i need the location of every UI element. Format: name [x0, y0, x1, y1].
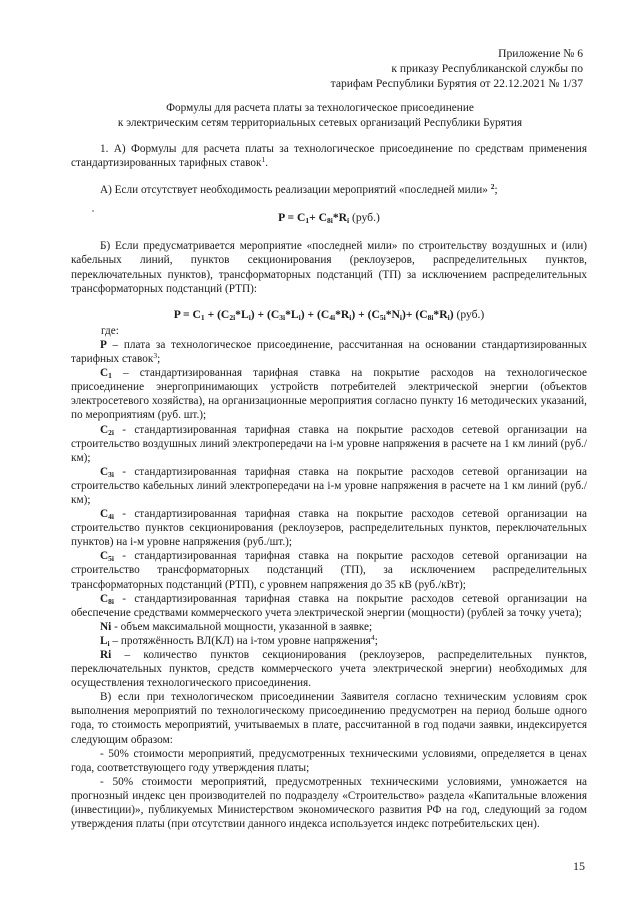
definition-Li: $L_i$ – протяжённость ВЛ(КЛ) на i-том уровне напряжения$^4$;: [100, 632, 378, 648]
formula-b: $P = C_1 + (C_{2i}*L_i) + (C_{3i}*L_i) + (C_{4i}*R_i) + (C_{5i}*N_i)+ (C_{8i}*R_i)$ (руб.): [173, 307, 485, 322]
paragraph-a: А) Если отсутствует необходимость реализации мероприятий «последней мили» $^2$;: [100, 182, 498, 197]
document-body: [71, 142, 587, 831]
definition-C8i: $C_{8i}$ - стандартизированная тарифная ставка на покрытие расходов сетевой организации на обеспечение средствами коммерческого учета электрической энергии (мощности) (рублей за точку учета);: [71, 592, 587, 619]
footnote-ref: 1: [261, 155, 266, 165]
where-label: где:: [101, 324, 119, 337]
definition-C5i: $C_{5i}$ - стандартизированная тарифная ставка на покрытие расходов сетевой организации на строительство трансформаторных подстанций (ТП), за исключением распределительных трансформаторных подстанций (РТП), с уровнем напряжения до 35 кВ (руб./кВт);: [71, 550, 587, 591]
definition-Ri: Ri – количество пунктов секционирования (реклоузеров, распределительных пунктов, переключательных пунктов, средств коммерческого учета электрической энергии) необходимых для осуществления технологического присоединения.: [71, 649, 587, 690]
appendix-number: Приложение № 6: [498, 47, 583, 60]
definition-C3i: $C_{3i}$ - стандартизированная тарифная ставка на покрытие расходов сетевой организации на строительство кабельных линий электропередачи на i-м уровне напряжения в расчете на 1 км линий (руб./км);: [71, 465, 587, 506]
appendix-order-line: к приказу Республиканской службы по: [391, 62, 583, 75]
title-line-1: Формулы для расчета платы за технологическое присоединение: [166, 102, 474, 114]
footnote-ref: 2: [490, 182, 495, 192]
definition-C1: $C_1$ – стандартизированная тарифная ставка на покрытие расходов на технологическое присоединение энергопринимающих устройств потребителей электрической энергии (объектов электросетевого хозяйства), на организационные мероприятия согласно пункту 16 методических указаний, по мероприятиям (руб. шт.);: [71, 367, 587, 422]
appendix-date-line: тарифам Республики Бурятия от 22.12.2021 № 1/37: [330, 77, 583, 90]
definition-C2i: $C_{2i}$ - стандартизированная тарифная ставка на покрытие расходов сетевой организации на строительство воздушных линий электропередачи на i-м уровне напряжения в расчете на 1 км линий (руб./км);: [71, 423, 587, 464]
formula-a: $P = C_1+ C_{8i}*R_i$ (руб.): [278, 211, 380, 226]
definition-C4i: $C_{4i}$ - стандартизированная тарифная ставка на покрытие расходов сетевой организации на строительство пунктов секционирования (реклоузеров, распределительных пунктов, переключательных пунктов) на i-м уровне напряжения (руб./шт.);: [71, 508, 587, 549]
definition-Ni: Ni - объем максимальной мощности, указанной в заявке;: [100, 620, 373, 633]
page-number: 15: [573, 859, 585, 873]
title-line-2: к электрическим сетям территориальных сетевых организаций Республики Бурятия: [117, 117, 523, 129]
definition-P: P – плата за технологическое присоединение, рассчитанная на основании стандартизированных тарифных ставок$^3$;: [71, 338, 587, 366]
paragraph-v: В) если при технологическом присоединении Заявителя согласно техническим условиям срок выполнения мероприятий по технологическому присоединению предусмотрен на период больше одного года, то стоимость мероприятий, учитываемых в плате, рассчитанной в год подачи заявки, индексируется следующим образом:: [71, 691, 587, 746]
paragraph-b: Б) Если предусматривается мероприятие «последней мили» по строительству воздушных и (или) кабельных линий, пунктов секционирования (реклоузеров, распределительных пунктов, переключательных пунктов), трансформаторных подстанций (ТП) за исключением распределительных трансформаторных подстанций (РТП):: [71, 240, 587, 295]
document-title: [70, 101, 570, 131]
bullet-2: - 50% стоимости мероприятий, предусмотренных техническими условиями, умножается на прогнозный индекс цен производителей по подразделу «Строительство» раздела «Капитальные вложения (инвестиции)», публикуемых Министерством экономического развития РФ на год, следующий за годом утверждения платы (при отсутствии данного индекса используется индекс потребительских цен).: [71, 775, 587, 831]
paragraph-1: 1. А) Формулы для расчета платы за технологическое присоединение по средствам применения стандартизированных тарифных ставок$^1$.: [71, 143, 587, 170]
bullet-1: - 50% стоимости мероприятий, предусмотренных техническими условиями, определяется в ценах года, соответствующего году утверждения платы;: [71, 747, 587, 774]
appendix-header: [331, 46, 583, 91]
